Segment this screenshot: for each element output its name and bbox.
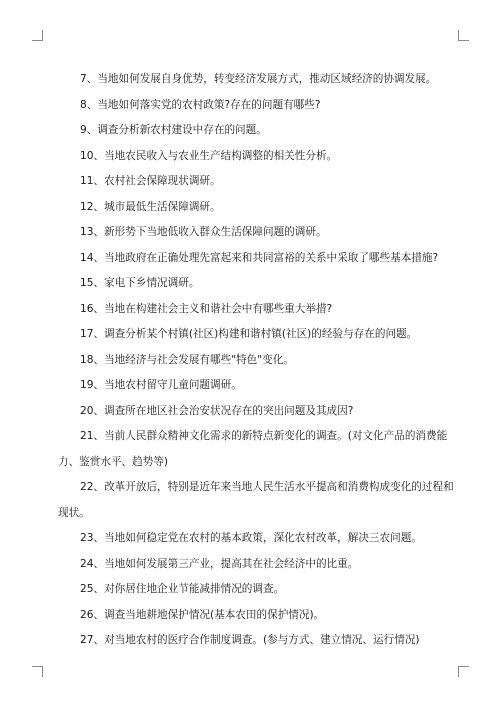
list-item: 26、调查当地耕地保护情况(基本农田的保护情况)。: [80, 608, 325, 621]
list-item: 24、当地如何发展第三产业，提高其在社会经济中的比重。: [80, 557, 359, 570]
list-item: 16、当地在构建社会主义和谐社会中有哪些重大举措?: [80, 302, 333, 315]
list-item: 17、调查分析某个村镇(社区)构建和谐村镇(社区)的经验与存在的问题。: [80, 328, 418, 340]
list-item: 15、家电下乡情况调研。: [80, 277, 200, 289]
list-item: 21、当前人民群众精神文化需求的新特点新变化的调查。(对文化产品的消费能力、鉴赏水平、趋势等): [58, 430, 448, 468]
list-item: 23、当地如何稳定党在农村的基本政策，深化农村改革，解决三农问题。: [80, 532, 422, 544]
list-item: 9、调查分析新农村建设中存在的问题。: [80, 124, 267, 136]
list-item: 7、当地如何发展自身优势，转变经济发展方式，推动区域经济的协调发展。: [80, 73, 437, 85]
list-item: 14、当地政府在正确处理先富起来和共同富裕的关系中采取了哪些基本措施?: [80, 251, 439, 264]
list-item: 19、当地农村留守儿童问题调研。: [80, 379, 242, 391]
list-item: 8、当地如何落实党的农村政策?存在的问题有哪些?: [80, 98, 321, 111]
crop-mark-bottom-left: [32, 666, 43, 677]
crop-mark-top-right: [458, 30, 469, 41]
topic-list: [58, 67, 458, 654]
crop-mark-top-left: [32, 30, 43, 41]
list-item: 10、当地农民收入与农业生产结构调整的相关性分析。: [80, 149, 338, 162]
list-item: 20、调查所在地区社会治安状况存在的突出问题及其成因?: [80, 404, 354, 417]
list-item: 18、当地经济与社会发展有哪些"特色"变化。: [80, 353, 294, 366]
list-item: 12、城市最低生活保障调研。: [80, 200, 221, 213]
list-item: 25、对你居住地企业节能减排情况的调查。: [80, 583, 285, 595]
list-item: 13、新形势下当地低收入群众生活保障问题的调研。: [80, 226, 327, 238]
list-item: 11、农村社会保障现状调研。: [80, 175, 221, 187]
crop-mark-bottom-right: [458, 666, 469, 677]
list-item: 27、对当地农村的医疗合作制度调查。(参与方式、建立情况、运行情况): [80, 634, 420, 646]
list-item: 22、改革开放后，特别是近年来当地人民生活水平提高和消费构成变化的过程和现状。: [58, 481, 454, 519]
